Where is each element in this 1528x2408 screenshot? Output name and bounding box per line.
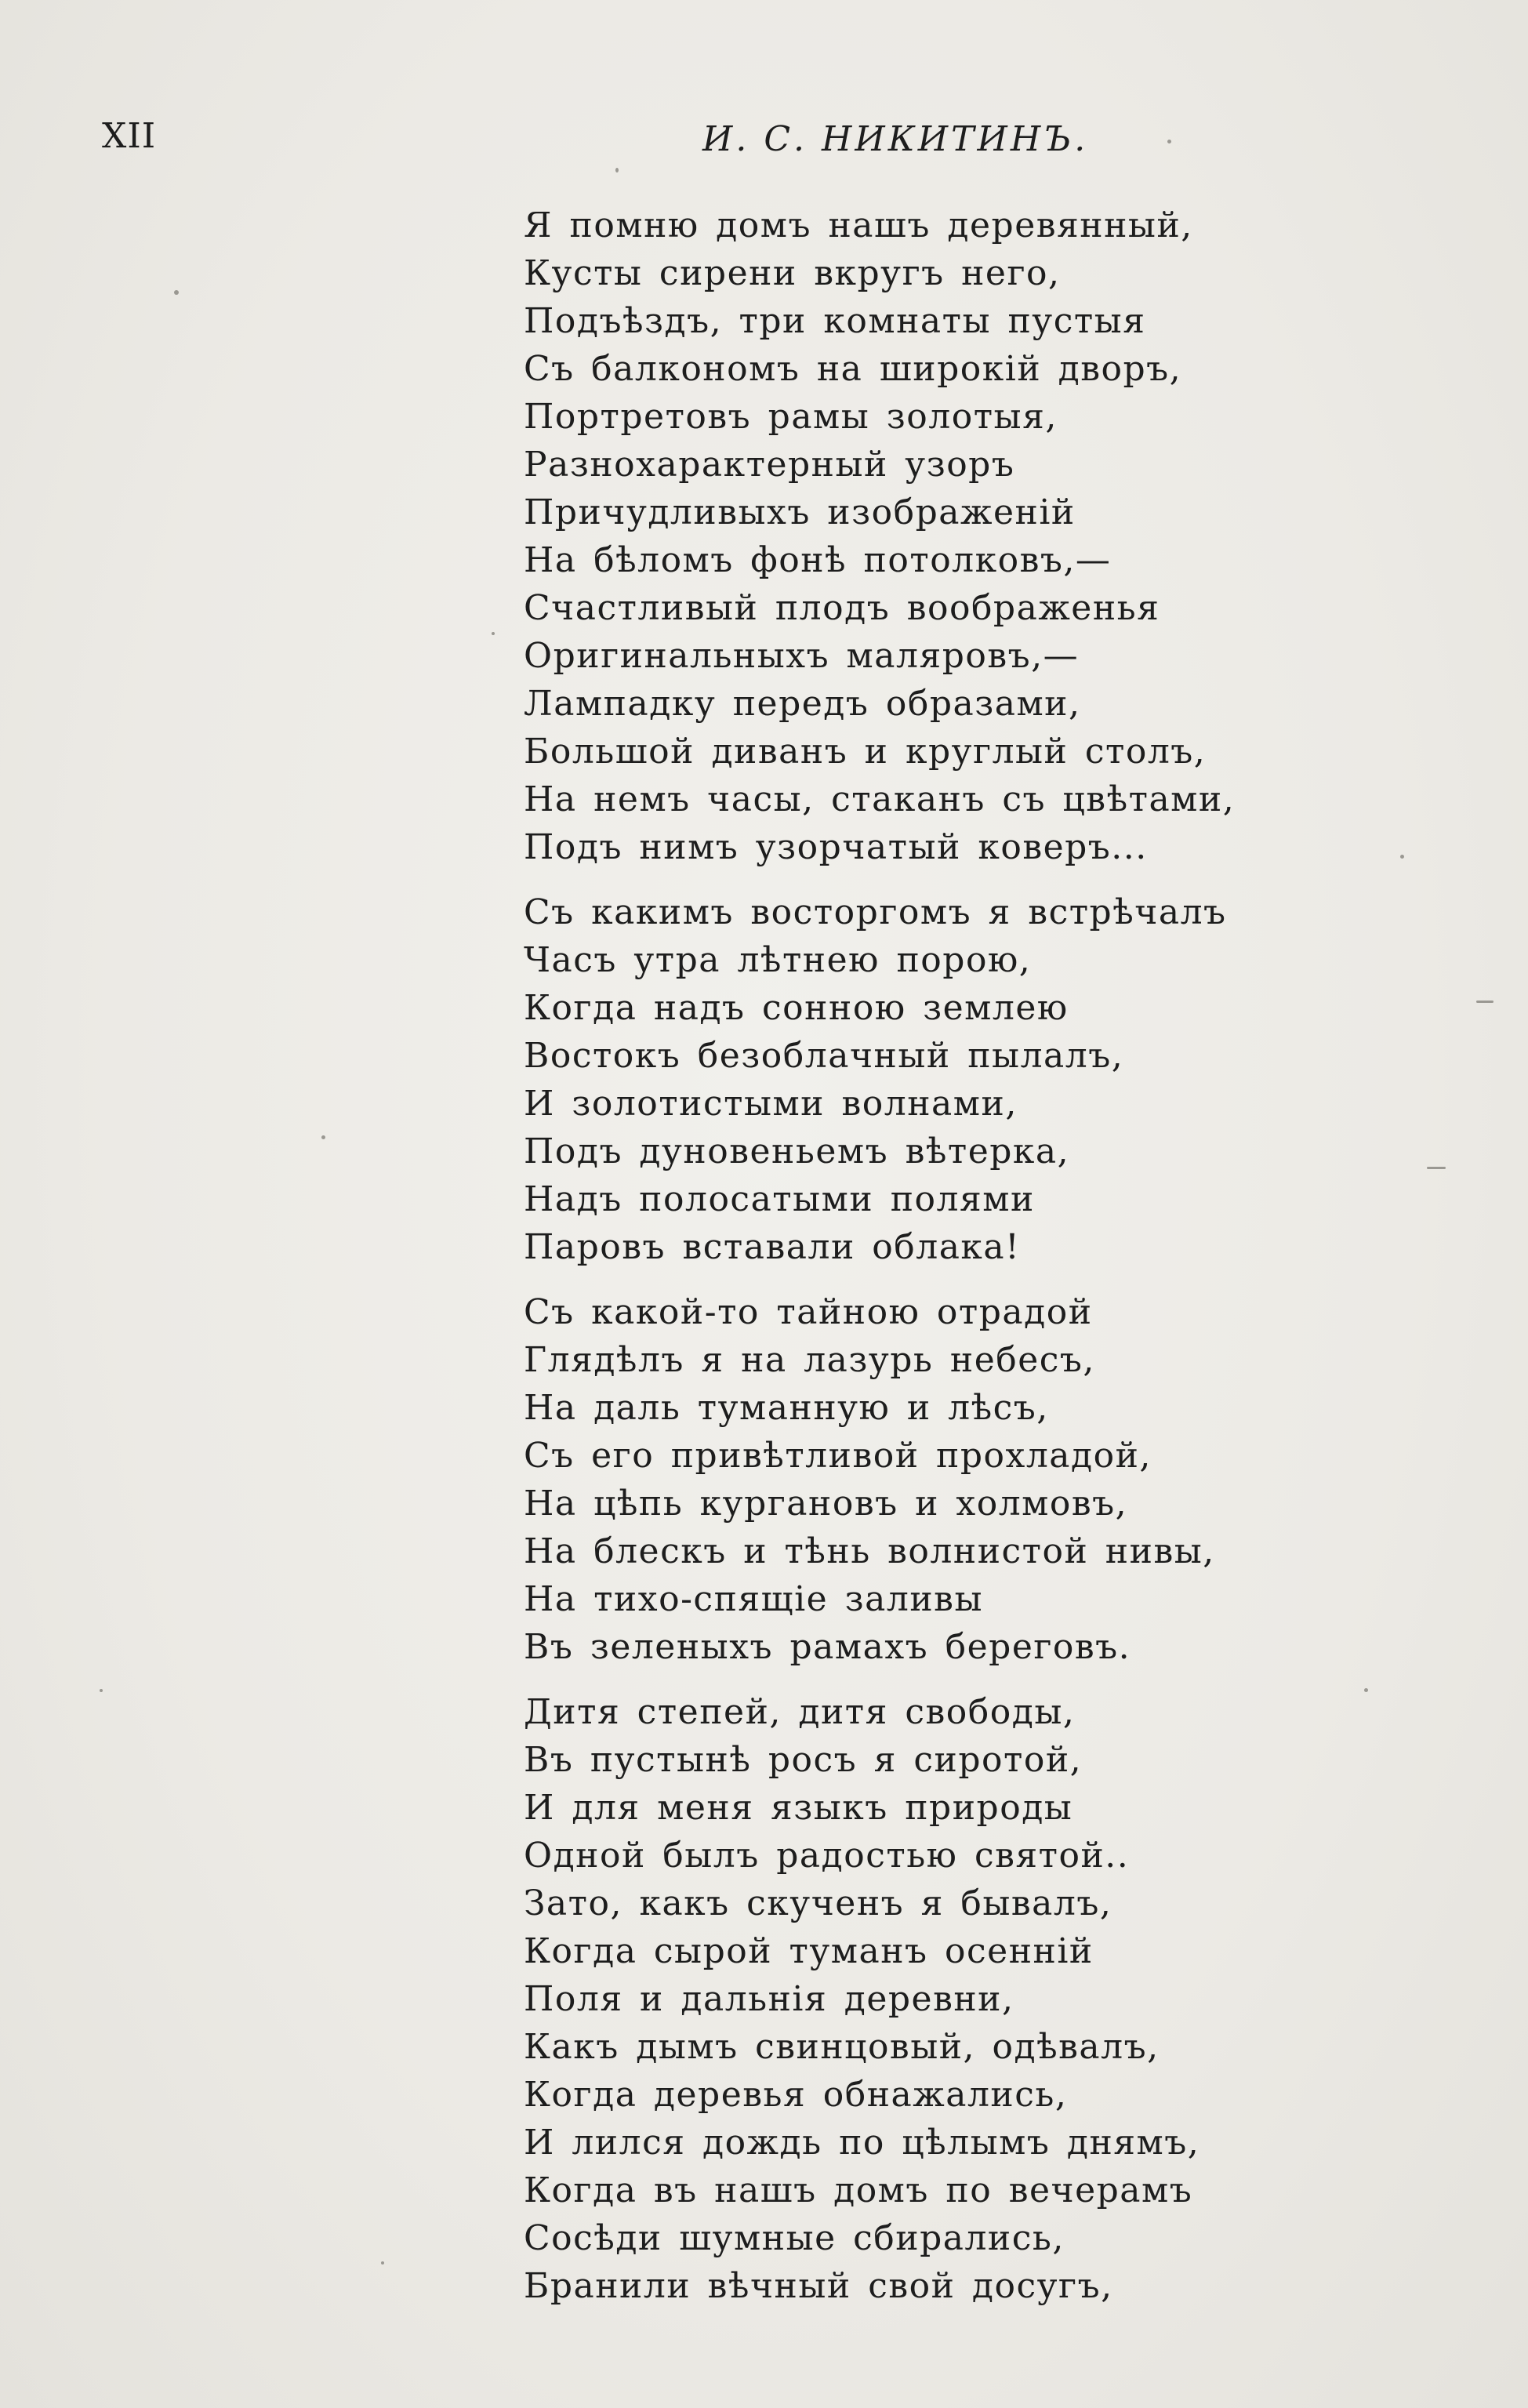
poem-line: Паровъ вставали облака! (524, 1227, 1021, 1267)
poem-line: Бранили вѣчный свой досугъ, (524, 2266, 1113, 2306)
poem-line: На бѣломъ фонѣ потолковъ,— (524, 540, 1112, 580)
stanza-4 (524, 1688, 1308, 2310)
poem-line: И золотистыми волнами, (524, 1084, 1018, 1124)
poem-line: На тихо-спящіе заливы (524, 1579, 983, 1619)
poem-line: Я помню домъ нашъ деревянный, (524, 205, 1193, 245)
poem-line: Большой диванъ и круглый столъ, (524, 732, 1207, 772)
stanza-3 (524, 1288, 1308, 1671)
poem-line: На немъ часы, стаканъ съ цвѣтами, (524, 779, 1236, 819)
paper-speck (1364, 1688, 1368, 1692)
poem-line: Въ зеленыхъ рамахъ береговъ. (524, 1627, 1131, 1667)
poem-line: На блескъ и тѣнь волнистой нивы, (524, 1531, 1215, 1571)
paper-speck (492, 632, 495, 635)
paper-speck (100, 1689, 103, 1692)
running-head: И. С. НИКИТИНЪ. (702, 119, 1089, 159)
poem-line: Надъ полосатыми полями (524, 1179, 1035, 1219)
poem-line: Съ какой-то тайною отрадой (524, 1292, 1093, 1332)
poem-line: Кусты сирени вкругъ него, (524, 253, 1061, 293)
poem-line: Когда надъ сонною землею (524, 988, 1069, 1028)
poem-line: Сосѣди шумные сбирались, (524, 2218, 1065, 2258)
poem-line: Какъ дымъ свинцовый, одѣвалъ, (524, 2027, 1160, 2067)
poem-line: Съ его привѣтливой прохладой, (524, 1436, 1152, 1476)
poem-line: Когда деревья обнажались, (524, 2075, 1068, 2115)
poem-line: Причудливыхъ изображеній (524, 492, 1076, 532)
stanza-1 (524, 202, 1308, 871)
paper-speck (381, 2261, 384, 2265)
poem-line: Часъ утра лѣтнею порою, (524, 940, 1032, 980)
stanza-2 (524, 888, 1308, 1271)
poem-body (524, 202, 1308, 2310)
poem-line: Когда сырой туманъ осенній (524, 1931, 1094, 1971)
poem-line: И лился дождь по цѣлымъ днямъ, (524, 2123, 1200, 2163)
poem-line: Подъ дуновеньемъ вѣтерка, (524, 1131, 1070, 1171)
poem-line: Въ пустынѣ росъ я сиротой, (524, 1740, 1083, 1780)
poem-line: Когда въ нашъ домъ по вечерамъ (524, 2170, 1193, 2210)
poem-line: Разнохарактерный узоръ (524, 445, 1015, 485)
poem-line: На цѣпь кургановъ и холмовъ, (524, 1484, 1128, 1524)
poem-line: Съ балкономъ на широкій дворъ, (524, 349, 1182, 389)
poem-line: Съ какимъ восторгомъ я встрѣчалъ (524, 892, 1227, 932)
paper-speck (321, 1135, 325, 1139)
paper-speck (1400, 855, 1404, 859)
poem-line: Дитя степей, дитя свободы, (524, 1692, 1076, 1732)
poem-line: Подъ нимъ узорчатый коверъ... (524, 827, 1148, 867)
paper-speck (174, 290, 179, 295)
paper-speck (615, 168, 619, 173)
poem-line: Портретовъ рамы золотыя, (524, 397, 1058, 437)
page-number: XII (102, 116, 157, 156)
paper-speck (1427, 1167, 1446, 1169)
poem-line: И для меня языкъ природы (524, 1788, 1073, 1828)
poem-line: Зато, какъ скученъ я бывалъ, (524, 1883, 1112, 1923)
poem-line: На даль туманную и лѣсъ, (524, 1388, 1049, 1428)
poem-line: Востокъ безоблачный пылалъ, (524, 1036, 1124, 1076)
poem-line: Подъѣздъ, три комнаты пустыя (524, 301, 1146, 341)
paper-speck (1476, 1001, 1494, 1003)
poem-line: Счастливый плодъ воображенья (524, 588, 1160, 628)
poem-line: Поля и дальнія деревни, (524, 1979, 1014, 2019)
paper-speck (1167, 140, 1171, 143)
poem-line: Оригинальныхъ маляровъ,— (524, 636, 1080, 676)
poem-line: Лампадку передъ образами, (524, 684, 1081, 724)
poem-line: Одной былъ радостью святой.. (524, 1836, 1130, 1876)
poem-line: Глядѣлъ я на лазурь небесъ, (524, 1340, 1095, 1380)
